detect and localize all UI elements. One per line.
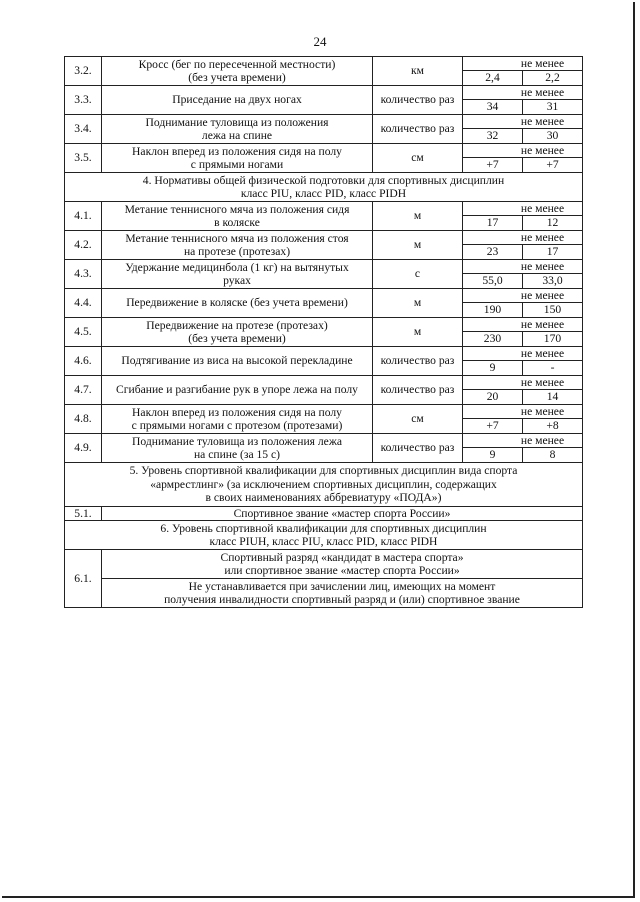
unit-cell: количество раз (373, 434, 463, 463)
values-cell (463, 318, 583, 347)
values-row (463, 71, 582, 85)
table-row (65, 144, 583, 173)
values-cell (463, 405, 583, 434)
values-cell (463, 231, 583, 260)
value-girls: 150 (543, 303, 562, 316)
value-girls: 17 (546, 245, 559, 258)
table-row (65, 376, 583, 405)
row-number: 4.1. (65, 202, 102, 231)
values-row (463, 361, 582, 375)
value-boys: 9 (463, 361, 523, 375)
value-girls: 30 (546, 129, 559, 142)
rank-text: Спортивное звание «мастер спорта России» (102, 507, 583, 521)
row-number: 4.4. (65, 289, 102, 318)
value-boys: 55,0 (463, 274, 523, 288)
value-girls: +7 (546, 158, 559, 171)
value-boys: 34 (463, 100, 523, 114)
condition-label: не менее (463, 144, 582, 158)
row-number: 3.2. (65, 57, 102, 86)
values-row (463, 129, 582, 143)
value-boys: 230 (463, 332, 523, 346)
table-row (65, 86, 583, 115)
condition-label: не менее (463, 434, 582, 448)
unit-cell: м (373, 231, 463, 260)
exercise-name: Подтягивание из виса на высокой перекладине (102, 347, 373, 376)
unit-cell: м (373, 289, 463, 318)
exercise-name: Поднимание туловища из положения лежа на спине (за 15 с) (102, 434, 373, 463)
table-row (65, 202, 583, 231)
table-row (65, 579, 583, 608)
unit-cell: м (373, 318, 463, 347)
unit-cell: м (373, 202, 463, 231)
exercise-name: Наклон вперед из положения сидя на полу с прямыми ногами с протезом (протезами) (102, 405, 373, 434)
value-boys: 32 (463, 129, 523, 143)
unit-cell: количество раз (373, 347, 463, 376)
exercise-name: Кросс (бег по пересеченной местности) (без учета времени) (102, 57, 373, 86)
exercise-name: Метание теннисного мяча из положения сидя в коляске (102, 202, 373, 231)
condition-label: не менее (463, 231, 582, 245)
row-number: 3.4. (65, 115, 102, 144)
table-row (65, 57, 583, 86)
values-row (463, 448, 582, 462)
exercise-name: Наклон вперед из положения сидя на полу с прямыми ногами (102, 144, 373, 173)
value-girls: 8 (549, 448, 556, 461)
values-row (463, 332, 582, 346)
condition-label: не менее (463, 405, 582, 419)
table-row (65, 507, 583, 521)
values-cell (463, 347, 583, 376)
norms-table-body (65, 57, 583, 608)
table-row (65, 405, 583, 434)
section-heading: 5. Уровень спортивной квалификации для спортивных дисциплин вида спорта «армрестлинг» (за исключением спортивных дисциплин, содержащих в своих наименованиях аббревиатуру «ПОДА») (65, 463, 583, 507)
value-girls: 12 (546, 216, 559, 229)
values-cell (463, 376, 583, 405)
row-number: 3.5. (65, 144, 102, 173)
exercise-name: Передвижение на протезе (протезах) (без учета времени) (102, 318, 373, 347)
section-row (65, 463, 583, 507)
table-row (65, 231, 583, 260)
value-girls: +8 (546, 419, 559, 432)
condition-label: не менее (463, 202, 582, 216)
value-boys: 17 (463, 216, 523, 230)
condition-label: не менее (463, 347, 582, 361)
exercise-name: Передвижение в коляске (без учета времени) (102, 289, 373, 318)
condition-label: не менее (463, 318, 582, 332)
value-boys: 20 (463, 390, 523, 404)
exercise-name: Метание теннисного мяча из положения стоя на протезе (протезах) (102, 231, 373, 260)
value-girls: 31 (546, 100, 559, 113)
unit-cell: см (373, 405, 463, 434)
values-cell (463, 57, 583, 86)
rank-text: Спортивный разряд «кандидат в мастера спорта» или спортивное звание «мастер спорта России» (102, 550, 583, 579)
values-row (463, 419, 582, 433)
unit-cell: км (373, 57, 463, 86)
table-row (65, 289, 583, 318)
table-row (65, 260, 583, 289)
value-boys: +7 (463, 158, 523, 172)
condition-label: не менее (463, 376, 582, 390)
values-row (463, 274, 582, 288)
condition-label: не менее (463, 260, 582, 274)
condition-label: не менее (463, 57, 582, 71)
row-number: 4.8. (65, 405, 102, 434)
row-number: 4.2. (65, 231, 102, 260)
values-cell (463, 289, 583, 318)
unit-cell: см (373, 144, 463, 173)
exercise-name: Приседание на двух ногах (102, 86, 373, 115)
value-boys: 2,4 (463, 71, 523, 85)
values-row (463, 216, 582, 230)
row-number: 4.3. (65, 260, 102, 289)
row-number: 5.1. (65, 507, 102, 521)
row-number: 4.6. (65, 347, 102, 376)
unit-cell: количество раз (373, 115, 463, 144)
section-row (65, 173, 583, 202)
unit-cell: с (373, 260, 463, 289)
condition-label: не менее (463, 86, 582, 100)
value-boys: 23 (463, 245, 523, 259)
values-row (463, 158, 582, 172)
values-cell (463, 86, 583, 115)
row-number: 3.3. (65, 86, 102, 115)
row-number: 4.5. (65, 318, 102, 347)
exercise-name: Поднимание туловища из положения лежа на спине (102, 115, 373, 144)
table-row (65, 550, 583, 579)
value-boys: 9 (463, 448, 523, 462)
row-number: 6.1. (65, 550, 102, 608)
page-number: 24 (313, 34, 327, 49)
norms-table (64, 56, 583, 608)
value-girls: 2,2 (545, 71, 560, 84)
rank-note: Не устанавливается при зачислении лиц, имеющих на момент получения инвалидности спортивный разряд и (или) спортивное звание (102, 579, 583, 608)
values-row (463, 245, 582, 259)
exercise-name: Сгибание и разгибание рук в упоре лежа на полу (102, 376, 373, 405)
value-girls: 14 (546, 390, 559, 403)
section-heading: 4. Нормативы общей физической подготовки для спортивных дисциплин класс PIU, класс PID, класс PIDH (65, 173, 583, 202)
table-row (65, 115, 583, 144)
values-cell (463, 260, 583, 289)
values-row (463, 303, 582, 317)
condition-label: не менее (463, 289, 582, 303)
value-girls: 170 (543, 332, 562, 345)
condition-label: не менее (463, 115, 582, 129)
value-girls: - (550, 361, 555, 374)
values-cell (463, 115, 583, 144)
value-boys: +7 (463, 419, 523, 433)
values-cell (463, 434, 583, 463)
value-boys: 190 (463, 303, 523, 317)
section-heading: 6. Уровень спортивной квалификации для спортивных дисциплин класс PIUH, класс PIU, класс PID, класс PIDH (65, 521, 583, 550)
exercise-name: Удержание медицинбола (1 кг) на вытянутых руках (102, 260, 373, 289)
values-cell (463, 144, 583, 173)
table-row (65, 347, 583, 376)
values-row (463, 390, 582, 404)
table-row (65, 434, 583, 463)
table-row (65, 318, 583, 347)
value-girls: 33,0 (542, 274, 563, 287)
values-cell (463, 202, 583, 231)
row-number: 4.9. (65, 434, 102, 463)
row-number: 4.7. (65, 376, 102, 405)
values-row (463, 100, 582, 114)
unit-cell: количество раз (373, 376, 463, 405)
section-row (65, 521, 583, 550)
unit-cell: количество раз (373, 86, 463, 115)
